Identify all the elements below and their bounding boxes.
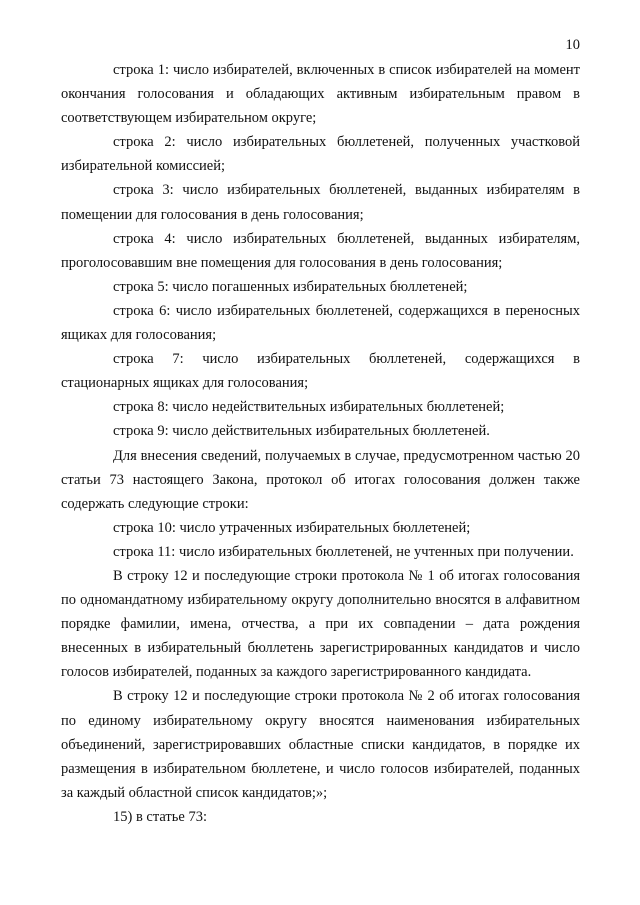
document-body xyxy=(61,58,580,829)
paragraph: строка 11: число избирательных бюллетеней, не учтенных при получении. xyxy=(113,543,574,560)
paragraph: строка 4: число избирательных бюллетеней, выданных избирателям, проголосовавшим вне помещения для голосования в день голосования; xyxy=(61,230,580,271)
paragraph: строка 1: число избирателей, включенных в список избирателей на момент окончания голосования и обладающих активным избирательным правом в соответствующем избирательном округе; xyxy=(61,62,580,127)
paragraph: строка 5: число погашенных избирательных бюллетеней; xyxy=(113,278,468,295)
paragraph: строка 2: число избирательных бюллетеней, полученных участковой избирательной комиссией; xyxy=(61,134,580,175)
paragraph: строка 3: число избирательных бюллетеней, выданных избирателям в помещении для голосования в день голосования; xyxy=(61,182,580,223)
paragraph: В строку 12 и последующие строки протокола № 1 об итогах голосования по одномандатному избирательному округу дополнительно вносятся в алфавитном порядке фамилии, имена, отчества, а при их совпадении – дата рождения внесенных в избирательный бюллетень зарегистрированных кандидатов и число голосов избирателей, поданных за каждого зарегистрированного кандидата. xyxy=(61,567,580,681)
paragraph: строка 7: число избирательных бюллетеней, содержащихся в стационарных ящиках для голосования; xyxy=(61,351,580,392)
paragraph: В строку 12 и последующие строки протокола № 2 об итогах голосования по единому избирательному округу вносятся наименования избирательных объединений, зарегистрировавших областные списки кандидатов, в порядке их размещения в избирательном бюллетене, и число голосов избирателей, поданных за каждый областной список кандидатов;»; xyxy=(61,688,580,801)
paragraph: строка 9: число действительных избирательных бюллетеней. xyxy=(113,423,490,440)
paragraph: строка 8: число недействительных избирательных бюллетеней; xyxy=(113,399,505,416)
page-number: 10 xyxy=(565,37,580,53)
paragraph: строка 10: число утраченных избирательных бюллетеней; xyxy=(113,519,471,536)
paragraph: Для внесения сведений, получаемых в случае, предусмотренном частью 20 статьи 73 настоящего Закона, протокол об итогах голосования должен также содержать следующие строки: xyxy=(61,447,580,512)
paragraph: 15) в статье 73: xyxy=(113,808,207,825)
paragraph: строка 6: число избирательных бюллетеней, содержащихся в переносных ящиках для голосования; xyxy=(61,302,580,344)
